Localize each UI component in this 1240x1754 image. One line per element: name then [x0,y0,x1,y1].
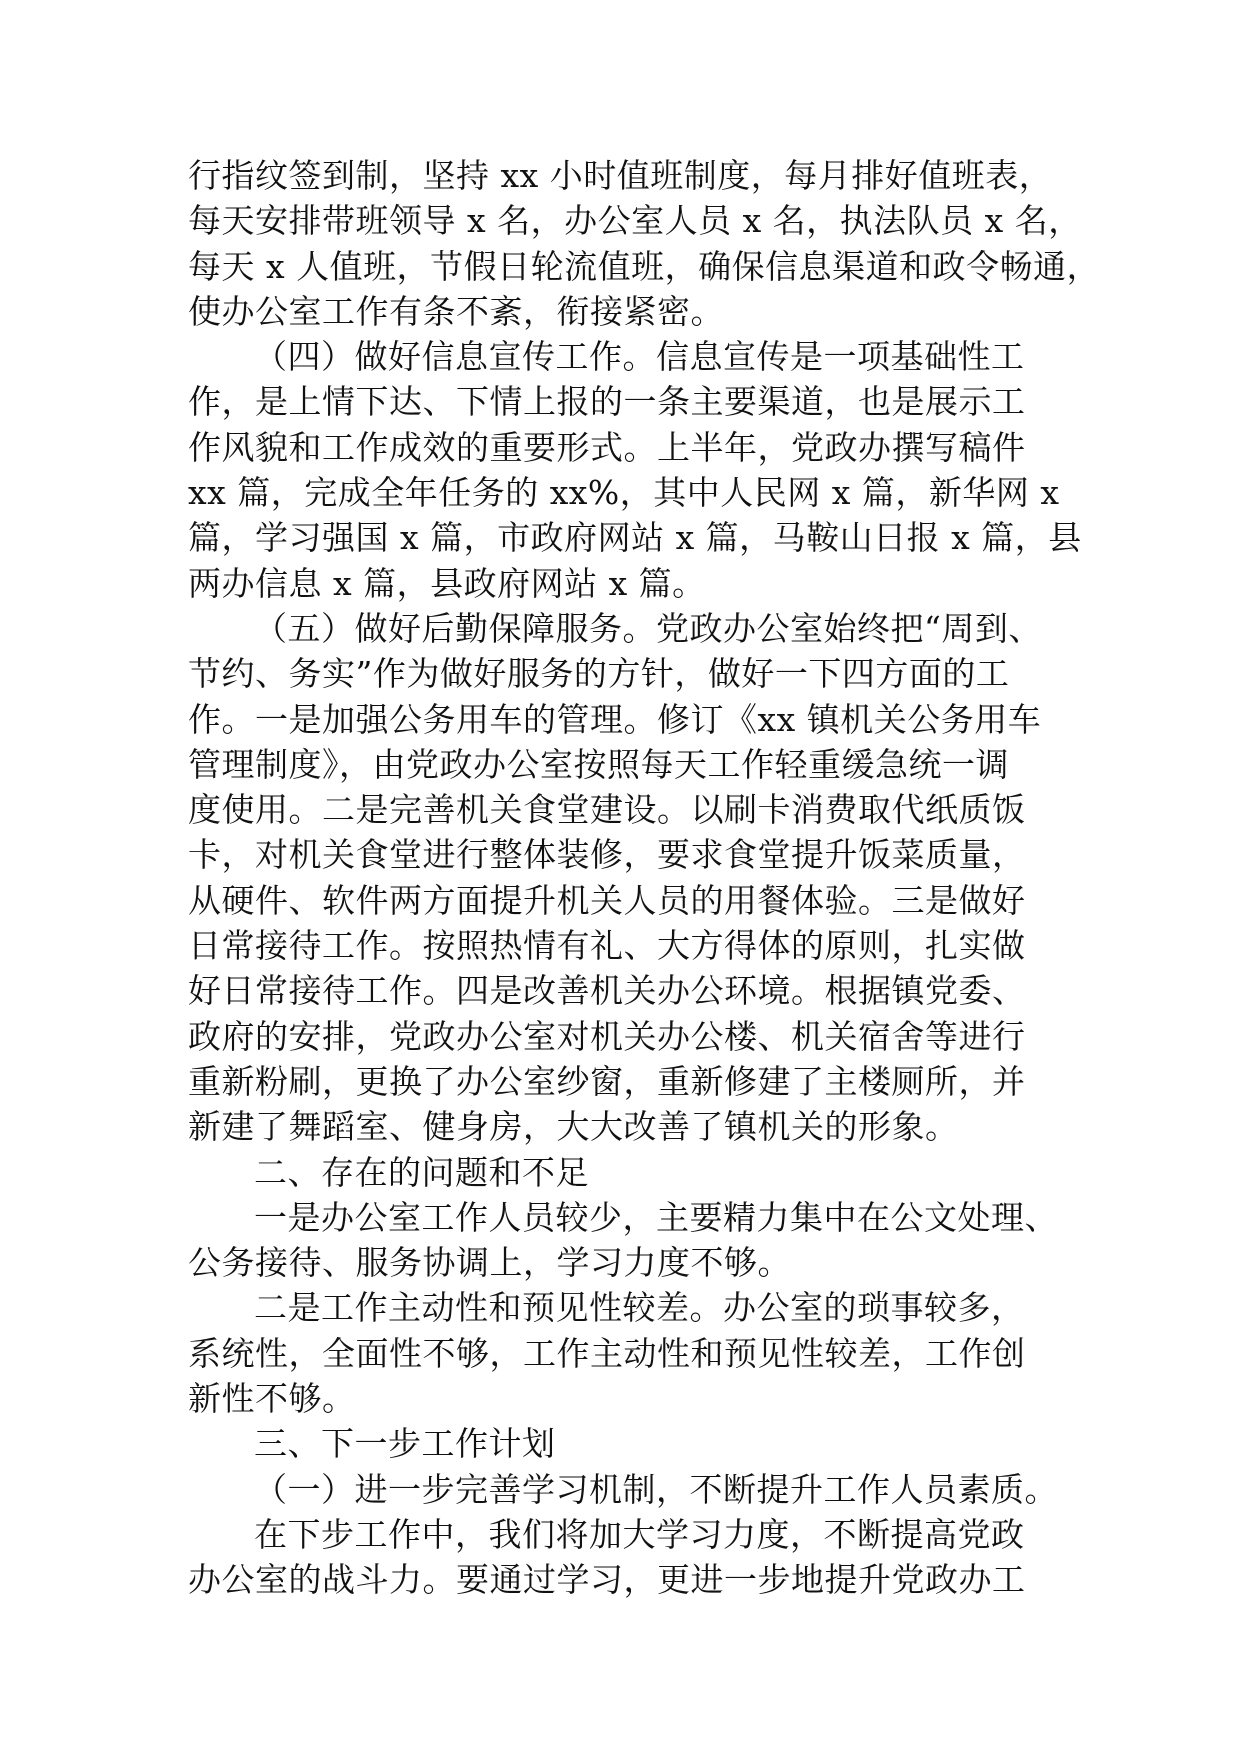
text-line: 管理制度》，由党政办公室按照每天工作轻重缓急统一调 [188,744,1009,784]
text-line: 在下步工作中，我们将加大学习力度，不断提高党政 [254,1514,1025,1554]
text-line: （四）做好信息宣传工作。信息宣传是一项基础性工 [254,337,1025,377]
text-line: 卡，对机关食堂进行整体装修，要求食堂提升饭菜质量， [188,835,1026,875]
text-line: 作，是上情下达、下情上报的一条主要渠道，也是展示工 [188,382,1026,422]
text-line: （一）进一步完善学习机制，不断提升工作人员素质。 [254,1469,1058,1509]
text-line: 好日常接待工作。四是改善机关办公环境。根据镇党委、 [188,971,1026,1011]
text-line: 日常接待工作。按照热情有礼、大方得体的原则，扎实做 [188,926,1026,966]
text-line: 一是办公室工作人员较少，主要精力集中在公文处理、 [254,1197,1058,1237]
text-line: 作风貌和工作成效的重要形式。上半年，党政办撰写稿件 [188,427,1026,467]
text-line: 系统性，全面性不够，工作主动性和预见性较差，工作创 [188,1333,1026,1373]
text-line: 从硬件、软件两方面提升机关人员的用餐体验。三是做好 [188,880,1026,920]
text-line: 公务接待、服务协调上，学习力度不够。 [188,1243,791,1283]
text-line: 二、存在的问题和不足 [254,1152,589,1192]
text-line: 每天 x 人值班，节假日轮流值班，确保信息渠道和政令畅通， [188,246,1101,286]
text-line: 使办公室工作有条不紊，衔接紧密。 [188,291,724,331]
text-line: 新建了舞蹈室、健身房，大大改善了镇机关的形象。 [188,1107,959,1147]
text-line: xx 篇，完成全年任务的 xx%，其中人民网 x 篇，新华网 x [188,473,1060,513]
document-body [188,153,1101,1603]
text-line: 两办信息 x 篇，县政府网站 x 篇。 [188,563,706,603]
text-line: 新性不够。 [188,1379,356,1419]
text-line: （五）做好后勤保障服务。党政办公室始终把“周到、 [254,608,1042,648]
text-line: 节约、务实”作为做好服务的方针，做好一下四方面的工 [188,654,1010,694]
text-line: 每天安排带班领导 x 名，办公室人员 x 名，执法队员 x 名， [188,201,1082,241]
text-line: 度使用。二是完善机关食堂建设。以刷卡消费取代纸质饭 [188,790,1026,830]
text-line: 行指纹签到制，坚持 xx 小时值班制度，每月排好值班表， [188,156,1053,195]
text-line: 重新粉刷，更换了办公室纱窗，重新修建了主楼厕所，并 [188,1061,1026,1101]
text-line: 篇，学习强国 x 篇，市政府网站 x 篇，马鞍山日报 x 篇，县 [188,518,1082,558]
text-line: 办公室的战斗力。要通过学习，更进一步地提升党政办工 [188,1560,1026,1600]
text-line: 三、下一步工作计划 [254,1424,556,1464]
text-line: 二是工作主动性和预见性较差。办公室的琐事较多， [254,1288,1025,1328]
text-line: 政府的安排，党政办公室对机关办公楼、机关宿舍等进行 [188,1016,1026,1056]
text-line: 作。一是加强公务用车的管理。修订《xx 镇机关公务用车 [188,699,1042,739]
